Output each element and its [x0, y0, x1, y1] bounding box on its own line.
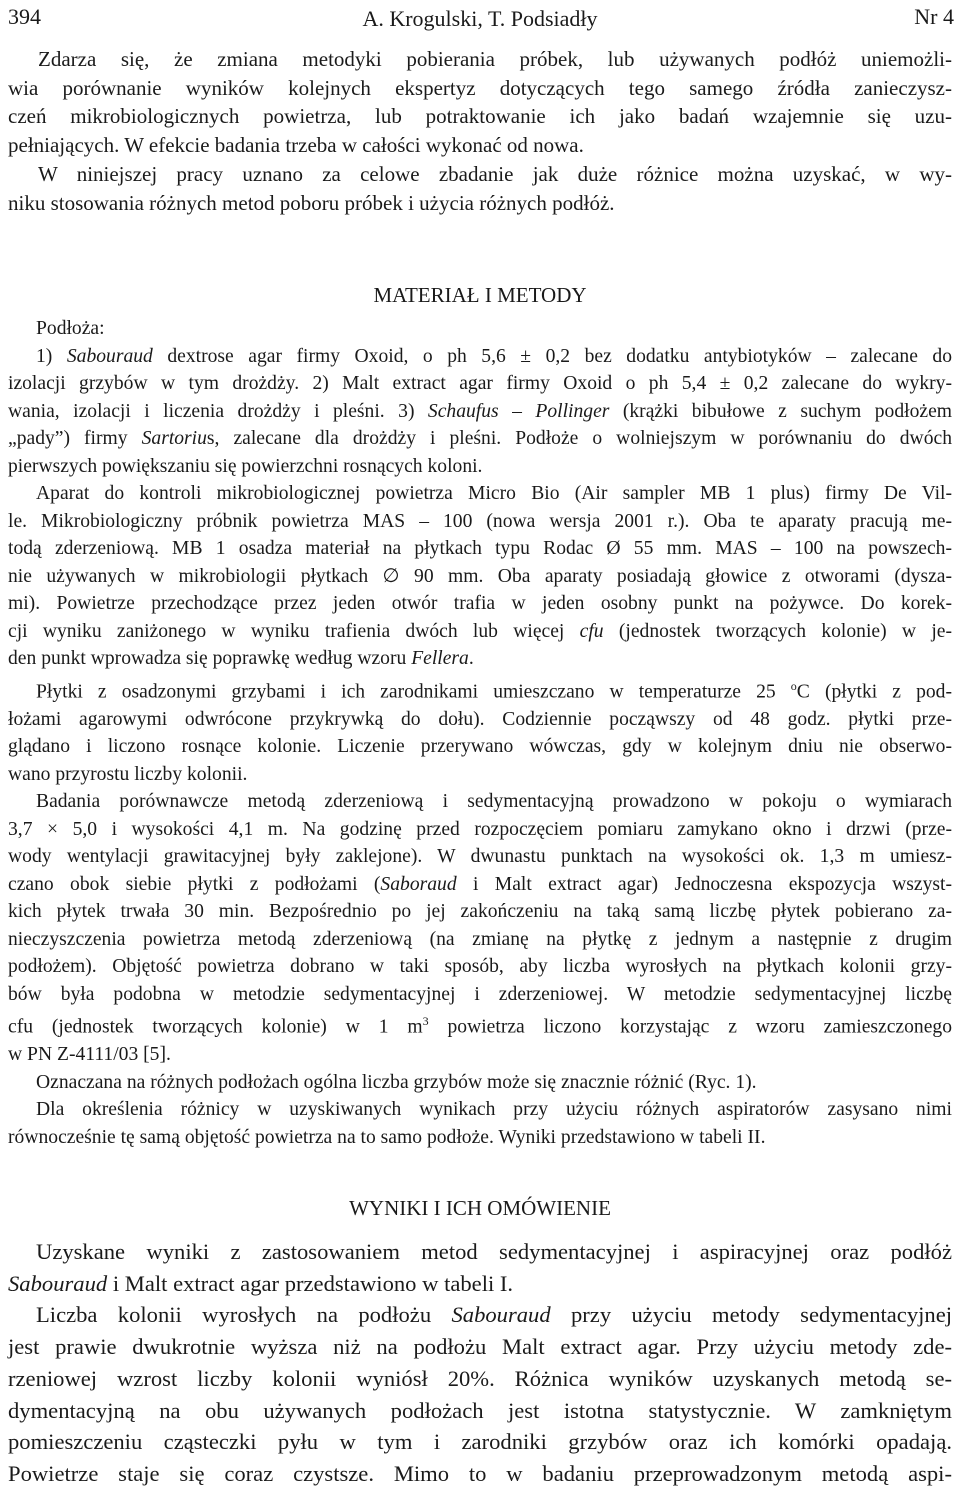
- text-line: jest prawie dwukrotnie wyższa niż na podłożu Malt extract agar. Przy użyciu metody zde-: [8, 1334, 952, 1360]
- text-line: Dla określenia różnicy w uzyskiwanych wynikach przy użyciu różnych aspiratorów zasysano nimi: [36, 1099, 952, 1121]
- text-line: den punkt wprowadza się poprawkę według wzoru Fellera.: [8, 648, 474, 669]
- text-line: pomieszczeniu cząsteczki pyłu w tym i zarodniki grzybów oraz ich komórki opadają.: [8, 1429, 952, 1455]
- methods-heading: MATERIAŁ I METODY: [373, 283, 587, 307]
- text-line: Zdarza się, że zmiana metodyki pobierania próbek, lub używanych podłóż uniemożli-: [38, 47, 952, 71]
- text-line: 1) Sabouraud dextrose agar firmy Oxoid, o ph 5,6 ± 0,2 bez dodatku antybiotyków – zalecane do: [36, 345, 952, 367]
- text-line: Sabouraud i Malt extract agar przedstawiono w tabeli I.: [8, 1270, 514, 1296]
- text-line: Uzyskane wyniki z zastosowaniem metod sedymentacyjnej i aspiracyjnej oraz podłóż: [36, 1239, 952, 1264]
- text-line: wody wentylacji grawitacyjnej były zaklejone). W dwunastu punktach na wysokości ok. 1,3 m umiesz-: [8, 846, 952, 868]
- text-line: nie używanych w mikrobiologii płytkach ∅ 90 mm. Oba aparaty posiadają głowice z otworami (dysza-: [8, 565, 952, 587]
- running-header: [0, 4, 960, 38]
- text-line: 3,7 × 5,0 i wysokości 4,1 m. Na godzinę przed rozpoczęciem pomiaru zamykano okno i drzwi (prze-: [8, 818, 952, 840]
- text-line: niku stosowania różnych metod poboru próbek i użycia różnych podłóż.: [8, 190, 615, 215]
- running-title-authors: A. Krogulski, T. Podsiadły: [362, 6, 598, 31]
- text-line: pierwszych powiększaniu się powierzchni rosnących koloni.: [8, 455, 483, 477]
- text-line: wania, izolacji i liczenia drożdży i pleśni. 3) Schaufus – Pollinger (krążki bibułowe z suchym podłożem: [8, 400, 953, 422]
- text-line: todą zderzeniową. MB 1 osadza materiał na płytkach typu Rodac Ø 55 mm. MAS – 100 na powszech-: [8, 538, 952, 559]
- text-line: Powietrze staje się coraz czystsze. Mimo to w badaniu przeprowadzonym metodą aspi-: [8, 1460, 952, 1486]
- text-line: dymentacyjną na obu używanych podłożach jest istotna statystycznie. W zamkniętym: [8, 1397, 952, 1423]
- text-line: kich płytek trwała 30 min. Bezpośrednio po jej zakończeniu na taką samą liczbę płytek pobierano za-: [8, 901, 952, 923]
- text-line: cji wyniku zaniżonego w wyniku trafienia dwóch lub więcej cfu (jednostek tworzących kolonie) w je-: [8, 620, 952, 642]
- text-line: cfu (jednostek tworzących kolonie) w 1 $m^3$ powietrza liczono korzystając z wzoru zamieszczonego: [8, 1014, 952, 1038]
- results-heading: WYNIKI I ICH OMÓWIENIE: [349, 1196, 611, 1220]
- text-line: pełniających. W efekcie badania trzeba w całości wykonać od nowa.: [8, 133, 584, 158]
- text-line: rzeniowej wzrost liczby kolonii wyniósł 20%. Różnica wyników uzyskanych metodą se-: [8, 1365, 952, 1391]
- text-line: podłożem). Objętość powietrza dobrano w taki sposób, aby liczba wyrosłych na płytkach kolonii grzy-: [8, 956, 952, 978]
- text-line: wano przyrostu liczby kolonii.: [8, 763, 248, 785]
- text-line: mi). Powietrze przechodzące przez jeden otwór trafia w jeden osobny punkt na pożywce. Do korek-: [8, 593, 952, 614]
- text-line: Badania porównawcze metodą zderzeniową i sedymentacyjną prowadzono w pokoju o wymiarach: [36, 791, 952, 813]
- text-line: Płytki z osadzonymi grzybami i ich zarodnikami umieszczano w temperaturze 25 $^o$C (płytki z pod-: [36, 678, 953, 703]
- text-line: W niniejszej pracy uznano za celowe zbadanie jak duże różnice można uzyskać, w wy-: [38, 161, 952, 186]
- results-section: [8, 1236, 952, 1490]
- text-line: w PN Z-4111/03 [5].: [8, 1044, 171, 1066]
- text-line: bów była podobna w metodzie sedymentacyjnej i zderzeniowej. W metodzie sedymentacyjnej liczbę: [8, 983, 952, 1005]
- text-line: łożami agarowymi odwrócone przykrywką do dołu). Codziennie począwszy od 48 godz. płytki prze-: [8, 708, 952, 730]
- text-line: Liczba kolonii wyrosłych na podłożu Sabouraud przy użyciu metody sedymentacyjnej: [36, 1302, 952, 1328]
- text-line: czano obok siebie płytki z podłożami (Saboraud i Malt extract agar) Jednoczesna ekspozycja wszyst-: [8, 873, 953, 895]
- text-line: równocześnie tę samą objętość powietrza na to samo podłoże. Wyniki przedstawiono w tabeli II.: [8, 1126, 766, 1148]
- text-line: czeń mikrobiologicznych powietrza, lub potraktowanie ich jako badań wzajemnie się uzu-: [8, 104, 952, 129]
- methods-section: [8, 315, 952, 1151]
- page-number: 394: [8, 4, 41, 29]
- text-line: wia porównanie wyników kolejnych ekspertyz dotyczących tego samego źródła zanieczysz-: [8, 75, 952, 100]
- text-line: Oznaczana na różnych podłożach ogólna liczba grzybów może się znacznie różnić (Ryc. 1).: [36, 1071, 757, 1093]
- text-line: izolacji grzybów w tym drożdży. 2) Malt extract agar firmy Oxoid o ph 5,4 ± 0,2 zalecane do wykry-: [8, 373, 952, 394]
- text-line: glądano i liczono rosnące kolonie. Liczenie przerywano wówczas, gdy w kolejnym dniu nie obserwo-: [8, 736, 952, 758]
- text-line: Aparat do kontroli mikrobiologicznej powietrza Micro Bio (Air sampler MB 1 plus) firmy De Vil-: [36, 483, 952, 504]
- text-line: „pady”) firmy Sartorius, zalecane dla drożdży i pleśni. Podłoże o wolniejszym w porównaniu do dwóch: [8, 428, 952, 449]
- media-label: Podłoża:: [36, 318, 105, 339]
- text-line: nieczyszczenia powietrza metodą zderzeniową (na zmianę na płytkę z jednym a następnie z drugim: [8, 928, 952, 950]
- text-line: le. Mikrobiologiczny próbnik powietrza MAS – 100 (nowa wersja 2001 r.). Oba te aparaty pracują me-: [8, 510, 952, 532]
- intro-section: [8, 45, 952, 217]
- issue-number: Nr 4: [914, 4, 954, 29]
